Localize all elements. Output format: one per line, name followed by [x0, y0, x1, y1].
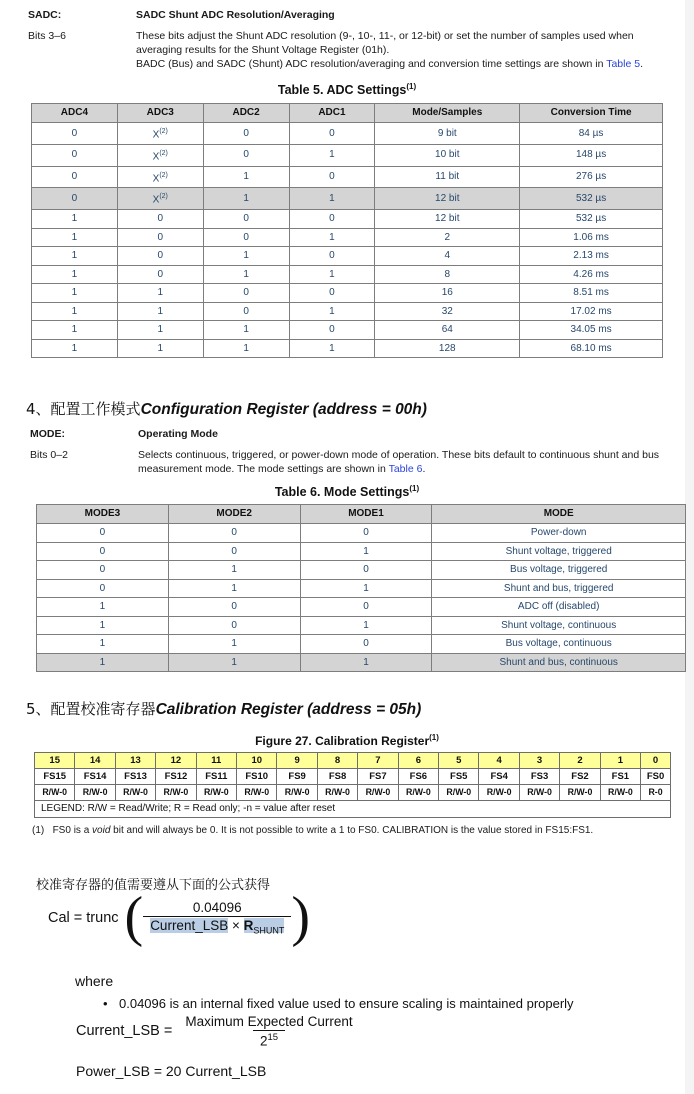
figure-27-footnote-italic: void — [92, 825, 111, 836]
register-legend-row — [35, 801, 671, 818]
table-5-cell-r5-c3: 1 — [289, 228, 375, 247]
table-row — [37, 598, 686, 617]
mode-line-2 — [138, 462, 659, 476]
table-row — [37, 542, 686, 561]
sadc-line-2: averaging results for the Shunt Voltage Register (01h). — [136, 44, 390, 56]
field-name-9: FS6 — [398, 769, 438, 785]
field-name-11: FS4 — [479, 769, 519, 785]
table-6-cell-r7-c3: Shunt and bus, continuous — [432, 653, 686, 672]
table-row — [37, 616, 686, 635]
table-5-cell-r8-c0: 1 — [32, 284, 118, 303]
table-5-cell-r10-c4: 64 — [375, 321, 520, 340]
table-row — [32, 302, 663, 321]
register-access-row — [35, 785, 671, 801]
table-6-cell-r1-c3: Shunt voltage, triggered — [432, 542, 686, 561]
table-row — [37, 653, 686, 672]
sadc-bits-label: Bits 3–6 — [28, 30, 66, 42]
table-5-cell-r6-c2: 1 — [203, 247, 289, 266]
table-5-cell-r8-c2: 0 — [203, 284, 289, 303]
table-5-cell-r3-c4: 12 bit — [375, 188, 520, 210]
section-4-english: Configuration Register (address = 00h) — [140, 401, 427, 418]
table-6-header-2: MODE1 — [300, 505, 432, 524]
table-5-cell-r8-c3: 0 — [289, 284, 375, 303]
cal-formula-left-paren: ( — [124, 886, 144, 949]
footnote-marker-2: (2) — [159, 171, 168, 179]
figure-27-caption — [0, 733, 694, 748]
table-row — [32, 284, 663, 303]
table-6-cell-r4-c0: 1 — [37, 598, 169, 617]
table-6-caption-footnote-marker: (1) — [409, 484, 420, 493]
field-name-14: FS1 — [600, 769, 640, 785]
table-5-header-5: Conversion Time — [520, 104, 663, 123]
bullet-text: 0.04096 is an internal fixed value used to ensure scaling is maintained properly — [119, 996, 574, 1011]
table-6-header-row — [37, 505, 686, 524]
current-lsb-lhs: Current_LSB = — [76, 1023, 173, 1040]
table-5-cell-r1-c2: 0 — [203, 144, 289, 166]
mode-title: Operating Mode — [138, 428, 218, 440]
current-lsb-den-base: 2 — [259, 1033, 268, 1049]
table-6-cell-r6-c3: Bus voltage, continuous — [432, 635, 686, 654]
table-6-header-0: MODE3 — [37, 505, 169, 524]
mode-line-1: Selects continuous, triggered, or power-down mode of operation. These bits default to continuous shunt and bus — [138, 449, 660, 461]
current-lsb-den-exponent: 15 — [267, 1032, 279, 1043]
field-name-5: FS10 — [237, 769, 277, 785]
sadc-line-3-post: . — [640, 58, 643, 70]
table-row — [32, 228, 663, 247]
table-6-link[interactable]: Table 6 — [388, 463, 423, 475]
scrollbar-strip[interactable] — [685, 0, 694, 1094]
bit-number-1: 14 — [75, 753, 115, 769]
calibration-register-table — [34, 752, 671, 818]
bit-number-2: 13 — [115, 753, 155, 769]
field-name-2: FS13 — [115, 769, 155, 785]
r-shunt-term — [243, 918, 285, 936]
table-5-header-row — [32, 104, 663, 123]
table-5-cell-r2-c5: 276 µs — [520, 166, 663, 188]
table-5-cell-r7-c2: 1 — [203, 265, 289, 284]
table-5-cell-r2-c3: 0 — [289, 166, 375, 188]
table-5-cell-r7-c0: 1 — [32, 265, 118, 284]
bit-number-7: 8 — [317, 753, 357, 769]
table-6-cell-r6-c2: 0 — [300, 635, 432, 654]
table-6-caption-text: Table 6. Mode Settings — [274, 485, 410, 500]
figure-27-footnote-post: bit and will always be 0. It is not possible to write a 1 to FS0. CALIBRATION is the value stored in FS15:FS1. — [110, 825, 594, 836]
access-value-13: R/W-0 — [560, 785, 600, 801]
table-6-cell-r6-c1: 1 — [168, 635, 300, 654]
cal-formula — [48, 886, 311, 949]
figure-27-caption-footnote-marker: (1) — [429, 733, 439, 742]
table-5-cell-r5-c4: 2 — [375, 228, 520, 247]
table-6-cell-r2-c3: Bus voltage, triggered — [432, 561, 686, 580]
sadc-description-block — [28, 8, 668, 71]
where-heading: where — [75, 973, 114, 989]
table-5-cell-r0-c1: $X^{(2)}$ — [117, 123, 203, 145]
table-5-cell-r11-c0: 1 — [32, 339, 118, 358]
section-5-chinese: 配置校准寄存器 — [50, 700, 156, 718]
table-5-cell-r1-c3: 1 — [289, 144, 375, 166]
table-5-cell-r4-c2: 0 — [203, 210, 289, 229]
r-shunt-subscript: SHUNT — [253, 925, 285, 936]
current-lsb-term: Current_LSB — [150, 918, 229, 933]
table-6-cell-r1-c2: 1 — [300, 542, 432, 561]
access-value-5: R/W-0 — [237, 785, 277, 801]
access-value-8: R/W-0 — [358, 785, 398, 801]
table-5-cell-r6-c1: 0 — [117, 247, 203, 266]
table-5-cell-r4-c3: 0 — [289, 210, 375, 229]
field-name-10: FS5 — [439, 769, 479, 785]
cal-formula-fraction — [143, 900, 291, 936]
table-5-cell-r10-c5: 34.05 ms — [520, 321, 663, 340]
table-5-cell-r1-c0: 0 — [32, 144, 118, 166]
section-5-heading — [26, 698, 421, 719]
cal-formula-row — [48, 886, 311, 949]
field-name-4: FS11 — [196, 769, 236, 785]
table-5-cell-r0-c2: 0 — [203, 123, 289, 145]
register-bit-number-row — [35, 753, 671, 769]
table-6-cell-r1-c1: 0 — [168, 542, 300, 561]
table-5-cell-r11-c5: 68.10 ms — [520, 339, 663, 358]
field-name-15: FS0 — [641, 769, 671, 785]
table-5-header-0: ADC4 — [32, 104, 118, 123]
bit-number-8: 7 — [358, 753, 398, 769]
table-6-cell-r6-c0: 1 — [37, 635, 169, 654]
mode-line-2-pre: measurement mode. The mode settings are shown in — [138, 463, 389, 475]
current-lsb-formula-row — [76, 1014, 360, 1049]
cal-formula-denominator — [143, 916, 291, 936]
table-5-caption-footnote-marker: (1) — [406, 82, 417, 91]
table-5-cell-r1-c4: 10 bit — [375, 144, 520, 166]
table-5-cell-r9-c5: 17.02 ms — [520, 302, 663, 321]
table-6-cell-r5-c1: 0 — [168, 616, 300, 635]
table-5-cell-r10-c1: 1 — [117, 321, 203, 340]
table-5-cell-r4-c5: 532 µs — [520, 210, 663, 229]
table-6-cell-r3-c1: 1 — [168, 579, 300, 598]
mode-title-row — [30, 427, 670, 442]
table-5-cell-r3-c0: 0 — [32, 188, 118, 210]
table-row — [37, 635, 686, 654]
table-5-cell-r9-c1: 1 — [117, 302, 203, 321]
table-5-cell-r2-c0: 0 — [32, 166, 118, 188]
bit-number-3: 12 — [156, 753, 196, 769]
table-row — [32, 265, 663, 284]
table-6-header-3: MODE — [432, 505, 686, 524]
mode-bits-label: Bits 0–2 — [30, 449, 68, 461]
table-6-caption — [0, 484, 694, 499]
access-value-10: R/W-0 — [439, 785, 479, 801]
section-5-english: Calibration Register (address = 05h) — [155, 701, 422, 718]
register-legend-text: LEGEND: R/W = Read/Write; R = Read only; -n = value after reset — [35, 801, 671, 818]
table-5-cell-r3-c2: 1 — [203, 188, 289, 210]
table-row — [32, 321, 663, 340]
sadc-bits-row — [28, 29, 668, 71]
table-5-header-2: ADC2 — [203, 104, 289, 123]
field-name-8: FS7 — [358, 769, 398, 785]
sadc-label: SADC: — [28, 9, 62, 21]
r-shunt-base: R — [243, 918, 254, 933]
table-row — [37, 579, 686, 598]
table-6-cell-r7-c2: 1 — [300, 653, 432, 672]
bit-number-11: 4 — [479, 753, 519, 769]
access-value-1: R/W-0 — [75, 785, 115, 801]
figure-27-footnote-pre: FS0 is a — [52, 825, 93, 836]
table-6-cell-r3-c2: 1 — [300, 579, 432, 598]
table-row — [32, 210, 663, 229]
current-lsb-numerator: Maximum Expected Current — [185, 1014, 353, 1029]
access-value-14: R/W-0 — [600, 785, 640, 801]
table-5-cell-r10-c2: 1 — [203, 321, 289, 340]
table-row — [32, 166, 663, 188]
calibration-formula-intro: 校准寄存器的值需要遵从下面的公式获得 — [36, 878, 271, 893]
section-4-heading — [26, 398, 427, 419]
bit-number-15: 0 — [641, 753, 671, 769]
table-6-cell-r7-c1: 1 — [168, 653, 300, 672]
sadc-line-1: These bits adjust the Shunt ADC resolution (9-, 10-, 11-, or 12-bit) or set the number of samples used when — [136, 30, 634, 42]
table-5-cell-r11-c1: 1 — [117, 339, 203, 358]
table-5-cell-r3-c1: $X^{(2)}$ — [117, 188, 203, 210]
bit-number-5: 10 — [237, 753, 277, 769]
table-5-cell-r1-c1: $X^{(2)}$ — [117, 144, 203, 166]
table-5-cell-r2-c4: 11 bit — [375, 166, 520, 188]
section-4-chinese: 配置工作模式 — [50, 400, 141, 418]
table-6-body — [37, 524, 686, 672]
mode-line-2-post: . — [422, 463, 426, 475]
table-5-cell-r0-c5: 84 µs — [520, 123, 663, 145]
table-5-cell-r8-c5: 8.51 ms — [520, 284, 663, 303]
table-6-cell-r1-c0: 0 — [37, 542, 169, 561]
table-5-cell-r6-c4: 4 — [375, 247, 520, 266]
sadc-bits-body — [136, 29, 643, 71]
figure-27-footnote — [32, 824, 682, 838]
cal-formula-lhs: Cal = trunc — [48, 909, 119, 926]
table-5-cell-r4-c1: 0 — [117, 210, 203, 229]
sadc-line-3-pre: BADC (Bus) and SADC (Shunt) ADC resolution/averaging and conversion time settings are shown in — [136, 58, 607, 70]
table-5-caption — [0, 82, 694, 97]
table-row — [32, 188, 663, 210]
table-5-header-1: ADC3 — [117, 104, 203, 123]
table-5-cell-r0-c3: 0 — [289, 123, 375, 145]
access-value-6: R/W-0 — [277, 785, 317, 801]
footnote-marker-2: (2) — [159, 193, 168, 201]
bit-number-12: 3 — [519, 753, 559, 769]
footnote-marker-2: (2) — [159, 128, 168, 135]
bit-number-4: 11 — [196, 753, 236, 769]
mode-bits-body — [138, 448, 659, 476]
table-5-caption-text: Table 5. ADC Settings — [277, 83, 407, 98]
field-name-0: FS15 — [35, 769, 75, 785]
table-6-cell-r4-c1: 0 — [168, 598, 300, 617]
mode-settings-table — [36, 504, 686, 672]
access-value-12: R/W-0 — [519, 785, 559, 801]
table-5-body — [32, 123, 663, 358]
table-6-cell-r0-c2: 0 — [300, 524, 432, 543]
table-5-cell-r5-c0: 1 — [32, 228, 118, 247]
table-5-cell-r7-c5: 4.26 ms — [520, 265, 663, 284]
sadc-line-3 — [136, 57, 643, 71]
access-value-9: R/W-0 — [398, 785, 438, 801]
cal-formula-right-paren: ) — [291, 886, 311, 949]
register-field-name-row — [35, 769, 671, 785]
table-row — [37, 561, 686, 580]
sadc-title-row — [28, 8, 668, 23]
section-5-number: 5、 — [26, 700, 51, 718]
field-name-6: FS9 — [277, 769, 317, 785]
bit-number-14: 1 — [600, 753, 640, 769]
table-row — [32, 144, 663, 166]
table-5-cell-r0-c4: 9 bit — [375, 123, 520, 145]
table-6-cell-r4-c2: 0 — [300, 598, 432, 617]
access-value-4: R/W-0 — [196, 785, 236, 801]
table-5-cell-r7-c4: 8 — [375, 265, 520, 284]
table-6-cell-r3-c0: 0 — [37, 579, 169, 598]
table-6-cell-r2-c1: 1 — [168, 561, 300, 580]
field-name-1: FS14 — [75, 769, 115, 785]
formula-bullet-line — [103, 996, 574, 1011]
field-name-12: FS3 — [519, 769, 559, 785]
bit-number-6: 9 — [277, 753, 317, 769]
table-6-cell-r5-c2: 1 — [300, 616, 432, 635]
bullet-icon: • — [103, 996, 108, 1011]
section-4-number: 4、 — [26, 400, 51, 418]
table-5-header-3: ADC1 — [289, 104, 375, 123]
table-6-cell-r5-c3: Shunt voltage, continuous — [432, 616, 686, 635]
table-5-cell-r3-c3: 1 — [289, 188, 375, 210]
sadc-title: SADC Shunt ADC Resolution/Averaging — [136, 9, 335, 21]
table-5-cell-r9-c0: 1 — [32, 302, 118, 321]
table-5-cell-r9-c3: 1 — [289, 302, 375, 321]
table-5-cell-r8-c4: 16 — [375, 284, 520, 303]
mode-label: MODE: — [30, 428, 65, 440]
access-value-11: R/W-0 — [479, 785, 519, 801]
field-name-7: FS8 — [317, 769, 357, 785]
figure-27-caption-text: Figure 27. Calibration Register — [255, 734, 430, 748]
mode-bits-row — [30, 448, 670, 476]
table-row — [37, 524, 686, 543]
table-row — [32, 247, 663, 266]
mode-description-block — [30, 427, 670, 476]
table-5-cell-r10-c0: 1 — [32, 321, 118, 340]
table-5-cell-r7-c3: 1 — [289, 265, 375, 284]
table-6-cell-r2-c0: 0 — [37, 561, 169, 580]
table-5-header-4: Mode/Samples — [375, 104, 520, 123]
bit-number-10: 5 — [439, 753, 479, 769]
figure-27-footnote-marker: (1) — [32, 825, 45, 836]
access-value-2: R/W-0 — [115, 785, 155, 801]
bit-number-9: 6 — [398, 753, 438, 769]
bit-number-13: 2 — [560, 753, 600, 769]
table-5-cell-r6-c3: 0 — [289, 247, 375, 266]
table-5-cell-r5-c1: 0 — [117, 228, 203, 247]
access-value-0: R/W-0 — [35, 785, 75, 801]
access-value-3: R/W-0 — [156, 785, 196, 801]
table-5-cell-r5-c5: 1.06 ms — [520, 228, 663, 247]
table-5-cell-r7-c1: 0 — [117, 265, 203, 284]
table-6-cell-r7-c0: 1 — [37, 653, 169, 672]
table-5-cell-r11-c3: 1 — [289, 339, 375, 358]
table-6-cell-r3-c3: Shunt and bus, triggered — [432, 579, 686, 598]
table-5-cell-r0-c0: 0 — [32, 123, 118, 145]
table-5-cell-r1-c5: 148 µs — [520, 144, 663, 166]
field-name-13: FS2 — [560, 769, 600, 785]
table-6-cell-r2-c2: 0 — [300, 561, 432, 580]
table-6-cell-r0-c3: Power-down — [432, 524, 686, 543]
table-5-cell-r6-c0: 1 — [32, 247, 118, 266]
table-5-link[interactable]: Table 5 — [606, 58, 641, 70]
table-5-cell-r11-c4: 128 — [375, 339, 520, 358]
table-row — [32, 339, 663, 358]
table-5-cell-r5-c2: 0 — [203, 228, 289, 247]
table-5-cell-r10-c3: 0 — [289, 321, 375, 340]
table-row — [32, 123, 663, 145]
table-5-cell-r2-c2: 1 — [203, 166, 289, 188]
cal-formula-times: × — [228, 918, 244, 933]
cal-formula-numerator: 0.04096 — [192, 900, 242, 915]
current-lsb-fraction — [178, 1014, 359, 1049]
table-6-cell-r5-c0: 1 — [37, 616, 169, 635]
access-value-7: R/W-0 — [317, 785, 357, 801]
field-name-3: FS12 — [156, 769, 196, 785]
table-5-cell-r8-c1: 1 — [117, 284, 203, 303]
table-5-cell-r2-c1: $X^{(2)}$ — [117, 166, 203, 188]
access-value-15: R-0 — [641, 785, 671, 801]
adc-settings-table — [31, 103, 663, 358]
power-lsb-formula: Power_LSB = 20 Current_LSB — [76, 1063, 267, 1079]
footnote-marker-2: (2) — [159, 149, 168, 157]
bit-number-0: 15 — [35, 753, 75, 769]
current-lsb-formula — [76, 1014, 360, 1049]
table-5-cell-r4-c4: 12 bit — [375, 210, 520, 229]
table-5-cell-r6-c5: 2.13 ms — [520, 247, 663, 266]
table-5-cell-r9-c2: 0 — [203, 302, 289, 321]
table-5-cell-r9-c4: 32 — [375, 302, 520, 321]
table-5-cell-r11-c2: 1 — [203, 339, 289, 358]
table-6-cell-r4-c3: ADC off (disabled) — [432, 598, 686, 617]
table-5-cell-r4-c0: 1 — [32, 210, 118, 229]
table-6-cell-r0-c0: 0 — [37, 524, 169, 543]
table-6-cell-r0-c1: 0 — [168, 524, 300, 543]
table-5-cell-r3-c5: 532 µs — [520, 188, 663, 210]
calibration-register-body — [35, 753, 671, 818]
current-lsb-denominator — [253, 1030, 285, 1049]
table-6-header-1: MODE2 — [168, 505, 300, 524]
